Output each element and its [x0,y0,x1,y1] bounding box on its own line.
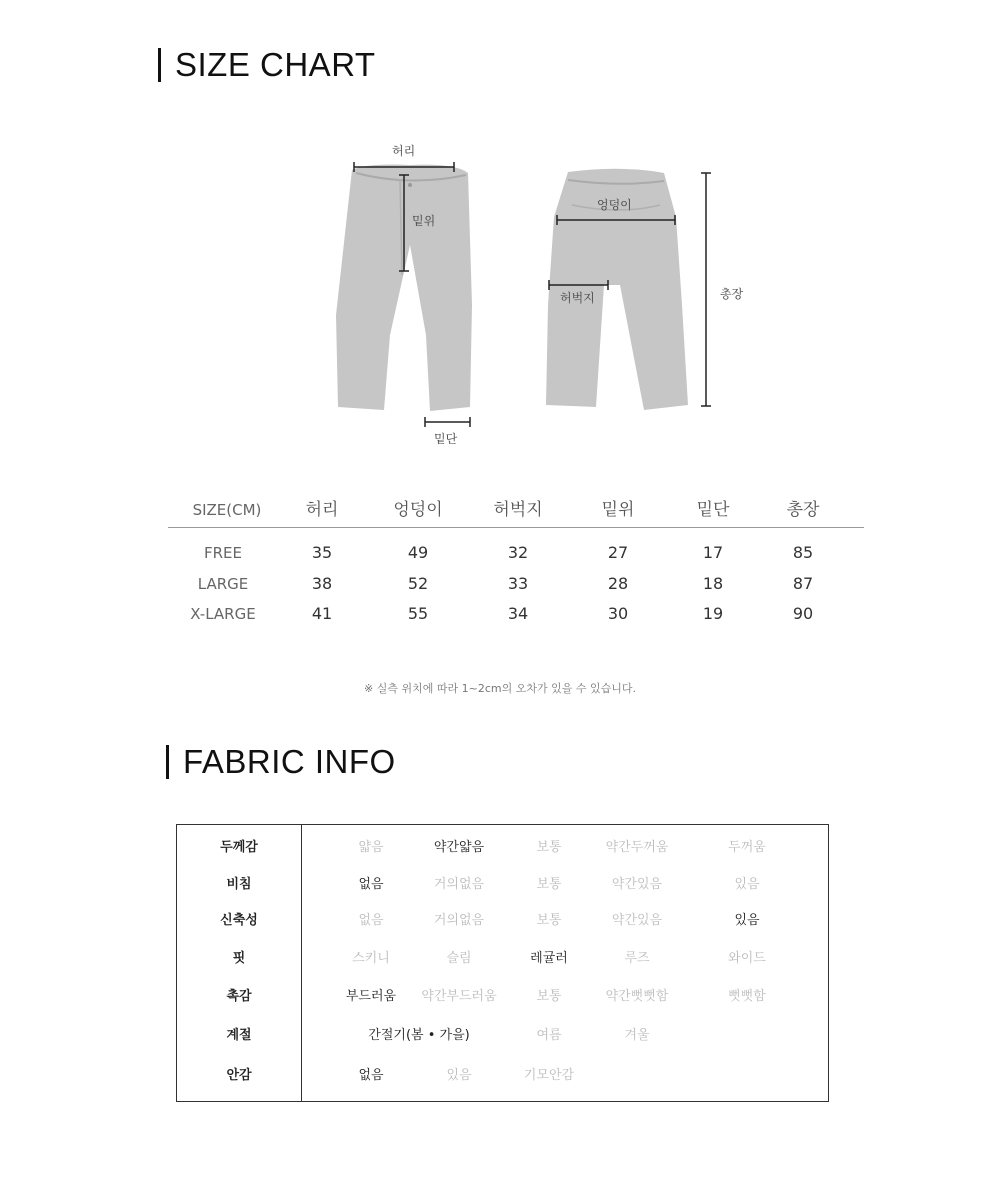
fabric-row [177,1021,828,1051]
hem-measure-line [425,417,470,427]
fabric-option: 두꺼움 [728,840,766,855]
fabric-option-selected: 없음 [358,877,384,892]
table-row [168,538,864,568]
waist-label: 허리 [392,144,416,158]
header-cell: 총장 [786,500,820,520]
fabric-option: 보통 [536,877,562,892]
value-cell: 34 [507,604,529,623]
fabric-option-selected: 약간얇음 [433,840,485,855]
fabric-info-title: FABRIC INFO [166,745,396,779]
value-cell: 17 [702,543,724,562]
value-cell: 87 [792,574,814,593]
fabric-option-selected: 없음 [358,1068,384,1083]
fabric-option: 보통 [536,913,562,928]
length-label: 총장 [720,287,744,301]
value-cell: 19 [702,604,724,623]
size-table-divider [168,527,864,528]
fabric-option: 약간두꺼움 [605,840,669,855]
rise-label: 밑위 [412,214,436,228]
value-cell: 33 [507,574,529,593]
size-chart-title: SIZE CHART [158,48,376,82]
measurement-note: ※ 실측 위치에 따라 1~2cm의 오차가 있을 수 있습니다. [364,682,636,695]
value-cell: 55 [407,604,429,623]
fabric-row-label: 핏 [232,951,246,966]
value-cell: 49 [407,543,429,562]
fabric-row-label: 계절 [226,1028,252,1043]
fabric-option-selected: 레귤러 [530,951,568,966]
fabric-option: 약간있음 [611,877,663,892]
fabric-row-label: 안감 [226,1068,252,1083]
fabric-option: 보통 [536,840,562,855]
fabric-row [177,906,828,936]
table-row [168,569,864,599]
fabric-option: 스키니 [352,951,390,966]
fabric-option: 얇음 [358,840,384,855]
header-cell: 엉덩이 [393,500,443,520]
hip-label: 엉덩이 [597,198,632,212]
fabric-option: 루즈 [624,951,650,966]
fabric-option: 겨울 [624,1028,650,1043]
value-cell: 90 [792,604,814,623]
fabric-row-label: 비침 [226,877,252,892]
header-cell: 허벅지 [493,500,543,520]
value-cell: 38 [311,574,333,593]
header-cell: SIZE(CM) [192,501,262,519]
header-cell: 밑위 [601,500,635,520]
fabric-option: 보통 [536,989,562,1004]
fabric-option: 거의없음 [433,877,485,892]
fabric-option: 약간부드러움 [421,989,497,1004]
fabric-option: 없음 [358,913,384,928]
fabric-option: 와이드 [728,951,766,966]
thigh-label: 허벅지 [560,291,595,305]
size-cell: X-LARGE [190,605,256,623]
pants-measurement-diagram [320,135,760,455]
fabric-option-selected: 있음 [734,913,760,928]
fabric-option: 약간뻣뻣함 [605,989,669,1004]
header-cell: 밑단 [696,500,730,520]
value-cell: 35 [311,543,333,562]
value-cell: 52 [407,574,429,593]
fabric-row [177,1061,828,1091]
size-cell: LARGE [197,575,249,593]
value-cell: 18 [702,574,724,593]
fabric-row [177,833,828,863]
fabric-option-selected: 부드러움 [345,989,397,1004]
value-cell: 27 [607,543,629,562]
fabric-option: 거의없음 [433,913,485,928]
table-row [168,599,864,629]
fabric-row-label: 촉감 [226,989,252,1004]
fabric-option: 약간있음 [611,913,663,928]
value-cell: 85 [792,543,814,562]
value-cell: 32 [507,543,529,562]
value-cell: 30 [607,604,629,623]
fabric-option: 뻣뻣함 [728,989,766,1004]
fabric-option-selected: 간절기(봄 • 가을) [368,1028,470,1043]
hem-label: 밑단 [434,432,458,446]
fabric-option: 있음 [734,877,760,892]
fabric-row [177,982,828,1012]
fabric-option: 슬림 [446,951,472,966]
length-measure-line [701,173,711,406]
fabric-option: 기모안감 [523,1068,575,1083]
value-cell: 41 [311,604,333,623]
fabric-option: 여름 [536,1028,562,1043]
size-cell: FREE [203,544,242,562]
value-cell: 28 [607,574,629,593]
fabric-row [177,944,828,974]
fabric-info-table [176,824,829,1102]
fabric-row [177,870,828,900]
fabric-row-label: 두께감 [220,840,258,855]
fabric-row-label: 신축성 [220,913,258,928]
size-table-header [168,495,864,525]
fabric-option: 있음 [446,1068,472,1083]
header-cell: 허리 [305,500,339,520]
